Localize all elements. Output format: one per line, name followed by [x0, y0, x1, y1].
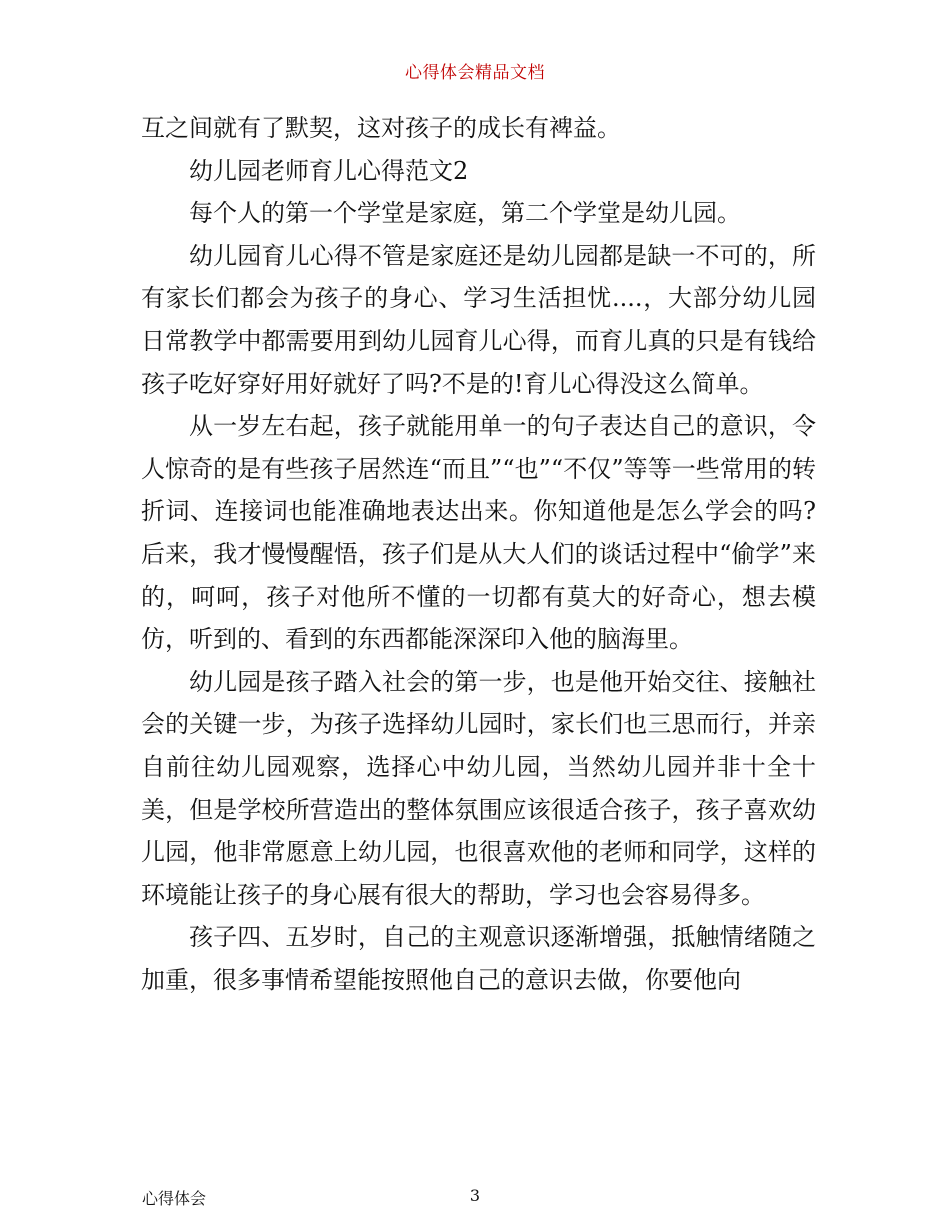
- paragraph: 幼儿园育儿心得不管是家庭还是幼儿园都是缺一不可的，所有家长们都会为孩子的身心、学习生活担忧....，大部分幼儿园日常教学中都需要用到幼儿园育儿心得，而育儿真的只是有钱给孩子吃好穿好用好就好了吗?不是的!育儿心得没这么简单。: [141, 241, 816, 398]
- page-number: 3: [469, 1186, 481, 1205]
- document-body: [141, 107, 816, 1001]
- paragraph: 每个人的第一个学堂是家庭，第二个学堂是幼儿园。: [189, 199, 741, 228]
- paragraph: 孩子四、五岁时，自己的主观意识逐渐增强，抵触情绪随之加重，很多事情希望能按照他自己的意识去做，你要他向: [141, 923, 816, 994]
- paragraph: 从一岁左右起，孩子就能用单一的句子表达自己的意识，令人惊奇的是有些孩子居然连“而且”“也”“不仅”等等一些常用的转折词、连接词也能准确地表达出来。你知道他是怎么学会的吗?后来，我才慢慢醒悟，孩子们是从大人们的谈话过程中“偷学”来的，呵呵，孩子对他所不懂的一切都有莫大的好奇心，想去模仿，听到的、看到的东西都能深深印入他的脑海里。: [141, 412, 816, 654]
- page-header: 心得体会精品文档: [405, 63, 545, 83]
- paragraph: 互之间就有了默契，这对孩子的成长有裨益。: [141, 114, 621, 142]
- paragraph: 幼儿园是孩子踏入社会的第一步，也是他开始交往、接触社会的关键一步，为孩子选择幼儿园时，家长们也三思而行，并亲自前往幼儿园观察，选择心中幼儿园，当然幼儿园并非十全十美，但是学校所营造出的整体氛围应该很适合孩子，孩子喜欢幼儿园，他非常愿意上幼儿园，也很喜欢他的老师和同学，这样的环境能让孩子的身心展有很大的帮助，学习也会容易得多。: [141, 667, 816, 909]
- section-heading: 幼儿园老师育儿心得范文2: [189, 156, 469, 185]
- footer-label: 心得体会: [142, 1189, 207, 1208]
